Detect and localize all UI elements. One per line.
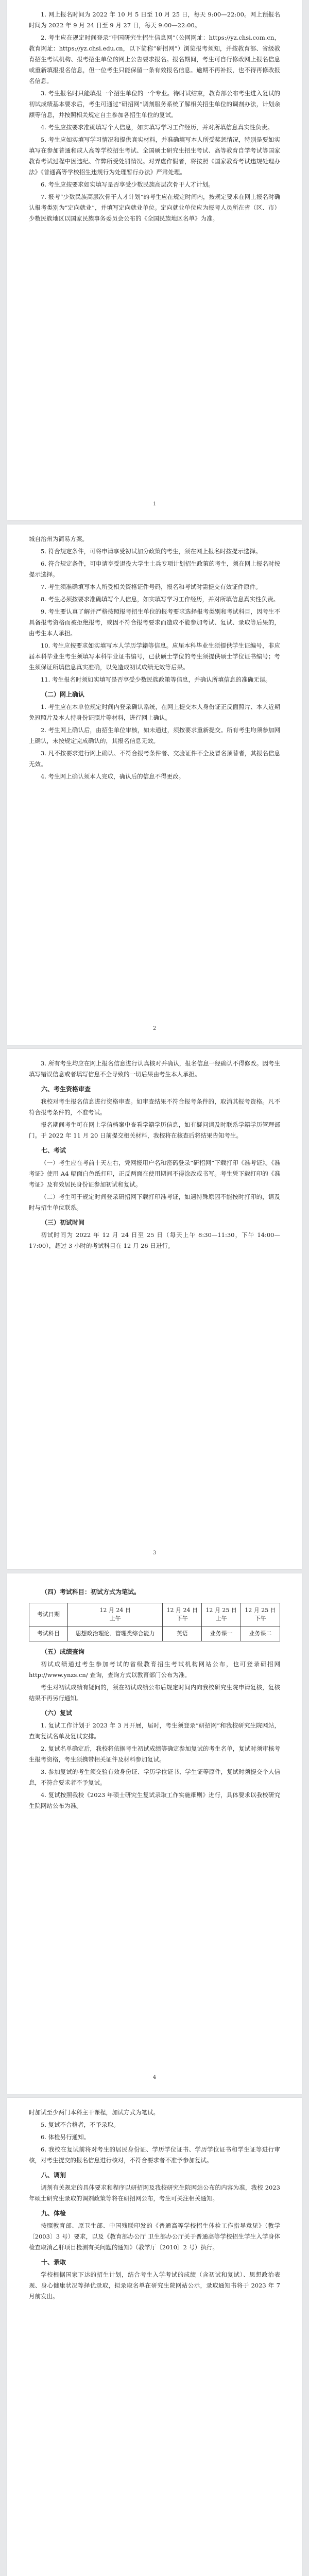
paragraph: 7. 报考“少数民族高层次骨干人才计划”的考生应在规定时间内，按规定要求在网上报名时确认报考类别为“定向就业”，并填写定向就业单位。定向就业单位应为报考人员所在省（区、市）少数民族地区以国家民族事务委员会公布的《全国民族地区名单》为准。 <box>29 193 280 222</box>
page5-body <box>29 2107 280 2302</box>
subsection-heading: （六）复试 <box>41 1709 73 1717</box>
page2-body <box>29 534 280 782</box>
paragraph: 2. 考生网上确认后，由招生单位审核，如未通过，须按要求重新提交。所有考生均须参加网上确认，未按规定完成确认的，其报名信息无效。 <box>29 726 280 744</box>
table-cell <box>241 1603 280 1626</box>
paragraph: 考生对初试成绩有疑问的，须在初试成绩公布后规定时间内向我校研究生院申请复核，复核结果不再另行通知。 <box>29 1684 280 1702</box>
paragraph: 8. 考生必须按要求准确填写个人信息，如实填写学习工作经历，并对所填信息真实性负责。 <box>41 596 280 603</box>
exam-session: 上午 <box>215 1615 227 1622</box>
paragraph: 1. 网上报名时间为 2022 年 10 月 5 日至 10 月 25 日，每天 9:00—22:00。网上预报名时间为 2022 年 9 月 24 日至 9 月 27 日，每天 9:00—22:00。 <box>29 11 280 29</box>
document-page-3 <box>7 1049 302 1569</box>
paragraph: 1. 复试工作计划于 2023 年 3 月开展，届时，考生须登录“研招网”和我校研究生院网站，查询复试名单及复试安排。 <box>29 1722 280 1740</box>
subsection-heading: （三）初试时间 <box>41 1219 85 1226</box>
page-number: 3 <box>152 1550 157 1556</box>
table-cell <box>202 1603 241 1626</box>
paragraph: 调剂有关规定的具体要求和程序以研招网及我校研究生院网站公布的内容为准，我校 2023 年硕士研究生录取的调剂政策等将在研招网公布，考生可关注相关通知。 <box>29 2184 280 2202</box>
paragraph: 4. 考生网上确认须本人完成，确认后的信息不得更改。 <box>41 773 185 780</box>
paragraph: 初试时间为 2022 年 12 月 24 日至 25 日（每天上午 8:30—11:30，下午 14:00—17:00），超过 3 小时的考试科目在 12 月 26 日进行。 <box>29 1231 280 1249</box>
paragraph: 5. 复试不合格者，不予录取。 <box>41 2121 119 2128</box>
paragraph: 2. 复试名单确定后，我校将依据考生初试成绩等确定参加复试的考生名单，复试时须审核考生报考资格，考生须携带相关证件及材料参加复试。 <box>29 1745 280 1763</box>
page3-body <box>29 1058 280 1251</box>
paragraph: 6. 体检另行通知。 <box>41 2133 90 2141</box>
paragraph: 学校根据国家下达的招生计划，结合考生入学考试的成绩（含初试和复试）、思想政治表现、身心健康状况等择优录取，拟录取名单在研究生院网站公示，录取通知书将于 2023 年 7 月前发出。 <box>29 2271 280 2300</box>
page1-body <box>29 9 280 224</box>
table-row <box>29 1626 280 1641</box>
exam-date: 12 月 24 日 <box>99 1607 131 1614</box>
exam-date: 12 月 25 日 <box>245 1607 276 1614</box>
paragraph: 3. 凡不按要求进行网上确认、不符合报考条件者、交验证件不全及冒名顶替者，其报名信息无效。 <box>29 750 280 768</box>
paragraph: 城自治州为简易方案。 <box>29 535 88 543</box>
exam-date: 12 月 25 日 <box>205 1607 237 1614</box>
paragraph: 我校对考生报名信息进行资格审查。如审查结果不符合报考条件的，取消其报考资格。凡不符合报考条件的，不准考试。 <box>29 1098 280 1116</box>
exam-session: 上午 <box>109 1615 121 1622</box>
paragraph: （二）考生可于规定时间登录研招网下载打印准考证，如遇特殊原因不能按时打印的，请及时与招生单位联系。 <box>29 1193 280 1211</box>
page-number: 4 <box>152 2075 157 2080</box>
paragraph: 3. 参加复试的考生须交验有效身份证、学历学位证书、学生证等原件，复试时须提交个人信息，不符合要求者不予复试。 <box>29 1768 280 1786</box>
table-row-header: 考试日期 <box>29 1603 68 1626</box>
table-row <box>29 1603 280 1626</box>
exam-schedule-table <box>29 1603 280 1641</box>
paragraph: 时加试至少两门本科主干课程，加试方式为笔试。 <box>29 2109 159 2116</box>
paragraph: 9. 考生要认真了解并严格按照报考招生单位的报考要求选择报考类别和考试科目，因考生不具备报考资格而被拒绝报考，或因不符合报考要求而造成不能参加考试、复试、录取等后果的，由考生本人承担。 <box>29 608 280 637</box>
page-number: 2 <box>152 1026 157 1031</box>
exam-subject-cell: 业务课二 <box>241 1626 280 1641</box>
document-page-2 <box>7 524 302 1045</box>
paragraph: 报名期间考生可在网上学信档案中查看学籍学历信息，如有疑问请及时联系学籍学历管理部门。于 2022 年 11 月 20 日前提交相关材料，我校将在核查后将结果告知考生。 <box>29 1121 280 1139</box>
table-row-header: 考试科目 <box>29 1626 68 1641</box>
exam-session: 下午 <box>176 1615 188 1622</box>
exam-session: 下午 <box>254 1615 266 1622</box>
paragraph: 6. 考生应按要求如实填写是否享受少数民族高层次骨干人才计划。 <box>41 181 214 188</box>
paragraph: 6. 我校在复试前将对考生的居民身份证、学历学位证书、学历学位证书和学生证等进行审核，对考生提交的报名信息进行核对，不符合要求者不准予参加复试。 <box>29 2146 280 2164</box>
document-page-5 <box>7 2098 302 2576</box>
subsection-heading: （二）网上确认 <box>41 691 85 698</box>
paragraph: 11. 考生报名时须如实填写是否享受少数民族政策等信息，并确认所填信息的准确无误。 <box>41 676 271 683</box>
section-heading: 十、录取 <box>41 2259 66 2266</box>
paragraph: 5. 符合规定条件，可将申请享受初试加分政策的考生，须在网上报名时按提示选择。 <box>41 548 262 555</box>
paragraph: 3. 考生报名时只能填报一个招生单位的一个专业。待时试结束，教育部公布考生进入复试的初试成绩基本要求后，考生可通过“研招网”调剂服务系统了解相关招生单位的调剂办法，计划余额等信息，并按照相关规定自主参加各招生单位的复试。 <box>29 90 280 118</box>
paragraph: 3. 所有考生均应在网上报名信息进行认真核对并确认，报名信息一经确认不得修改。因考生填写错误信息或者填写信息不全导致的一切后果由考生本人承担。 <box>29 1060 280 1078</box>
exam-date: 12 月 24 日 <box>166 1607 198 1614</box>
document-page-4 <box>7 1573 302 2094</box>
exam-subject-cell: 英语 <box>163 1626 202 1641</box>
section-heading: 九、体检 <box>41 2210 66 2217</box>
paragraph: 按照教育部、原卫生部、中国残联印发的《普通高等学校招生体检工作指导意见》（教学〔2003〕3 号）要求，以及《教育部办公厅 卫生部办公厅关于普通高等学校招生学生入学身体检查取消乙肝项目检测有关问题的通知》（教学厅〔2010〕2 号）执行。 <box>29 2222 280 2251</box>
paragraph: 10. 考生应按要求如实填写本人学历学籍等信息。应届本科毕业生须提供学生证编号，非应届本科毕业生考生须填写本科毕业证书编号，已获硕士学位的考生须提供硕士学位证书编号；考生须保证所填信息真实准确，以免造成初试成绩无效等后果。 <box>29 642 280 671</box>
paragraph: 6. 符合规定条件，可申请享受退役大学生士兵专项计划招生政策的考生，须在网上报名时按提示选择。 <box>29 560 280 578</box>
exam-subject-cell: 思想政治理论、管理类综合能力 <box>68 1626 163 1641</box>
paragraph: 2. 考生应在规定时间登录“中国研究生招生信息网”（公网网址：https://yz.chsi.com.cn，教育网址：https://yz.chsi.edu.cn，以下简称“研招网”）浏览报考须知，并按教育部、省级教育招生考试机构、报考招生单位的网上公告要求报名。报名期间，考生可自行修改网上报名信息或重新填报报名信息，但一位考生只能保留一条有效报名信息。逾期不再补报，也不得再修改报名信息。 <box>29 34 280 84</box>
section-heading: 七、考试 <box>41 1147 66 1154</box>
paragraph: 初试成绩通过考生参加考试的省级教育招生考试机构网站公布，也可登录研招网 http://www.ynzs.cn/ 查询，查询方式以教育部门公布为准。 <box>29 1660 280 1679</box>
section-heading: 八、调剂 <box>41 2172 66 2179</box>
table-cell <box>68 1603 163 1626</box>
paragraph: （一）考生应在考前十天左右，凭网报用户名和密码登录“研招网”下载打印《准考证》。《准考证》使用 A4 幅面白色纸打印，正反两面在使用期间不得涂改或书写。考生凭下载打印的《准考证》及有效居民身份证参加初试和复试。 <box>29 1159 280 1188</box>
table-cell <box>163 1603 202 1626</box>
paragraph: 7. 考生须准确填写本人所受相关资格证件号码，报名和考试时需提交有效证件原件。 <box>41 583 262 590</box>
paragraph: 5. 考生应如实填写学习情况和提供真实材料，并准确填写本人所受奖惩情况，特别是要如实填写在参加普通和成人高等学校招生考试、全国硕士研究生招生考试、高等教育自学考试等国家教育考试过程中因违纪、作弊所受处罚情况。对弄虚作假者，将按照《国家教育考试违规处理办法》《普通高等学校招生违规行为处理暂行办法》严肃处理。 <box>29 136 280 176</box>
paragraph: 4. 考生应按要求准确填写个人信息，如实填写学习工作经历，并对所填信息真实性负责。 <box>41 124 273 131</box>
section-heading: 六、考生资格审查 <box>41 1086 91 1093</box>
document-page-1 <box>7 0 302 520</box>
subsection-heading: （四）考试科目：初试方式为笔试。 <box>41 1588 141 1596</box>
page4-body <box>29 1587 280 1811</box>
subsection-heading: （五）成绩查询 <box>41 1648 85 1655</box>
page-number: 1 <box>152 501 157 507</box>
exam-subject-cell: 业务课一 <box>202 1626 241 1641</box>
paragraph: 1. 考生应在本单位规定时间内登录确认系统，在网上提交本人身份证正反面照片、本人近期免冠照片及本人持身份证照片等材料，进行网上确认。 <box>29 703 280 721</box>
paragraph: 4. 复试按照我校《2023 年硕士研究生复试录取工作实施细则》进行，具体要求以我校研究生院网站公布为准。 <box>29 1791 280 1809</box>
